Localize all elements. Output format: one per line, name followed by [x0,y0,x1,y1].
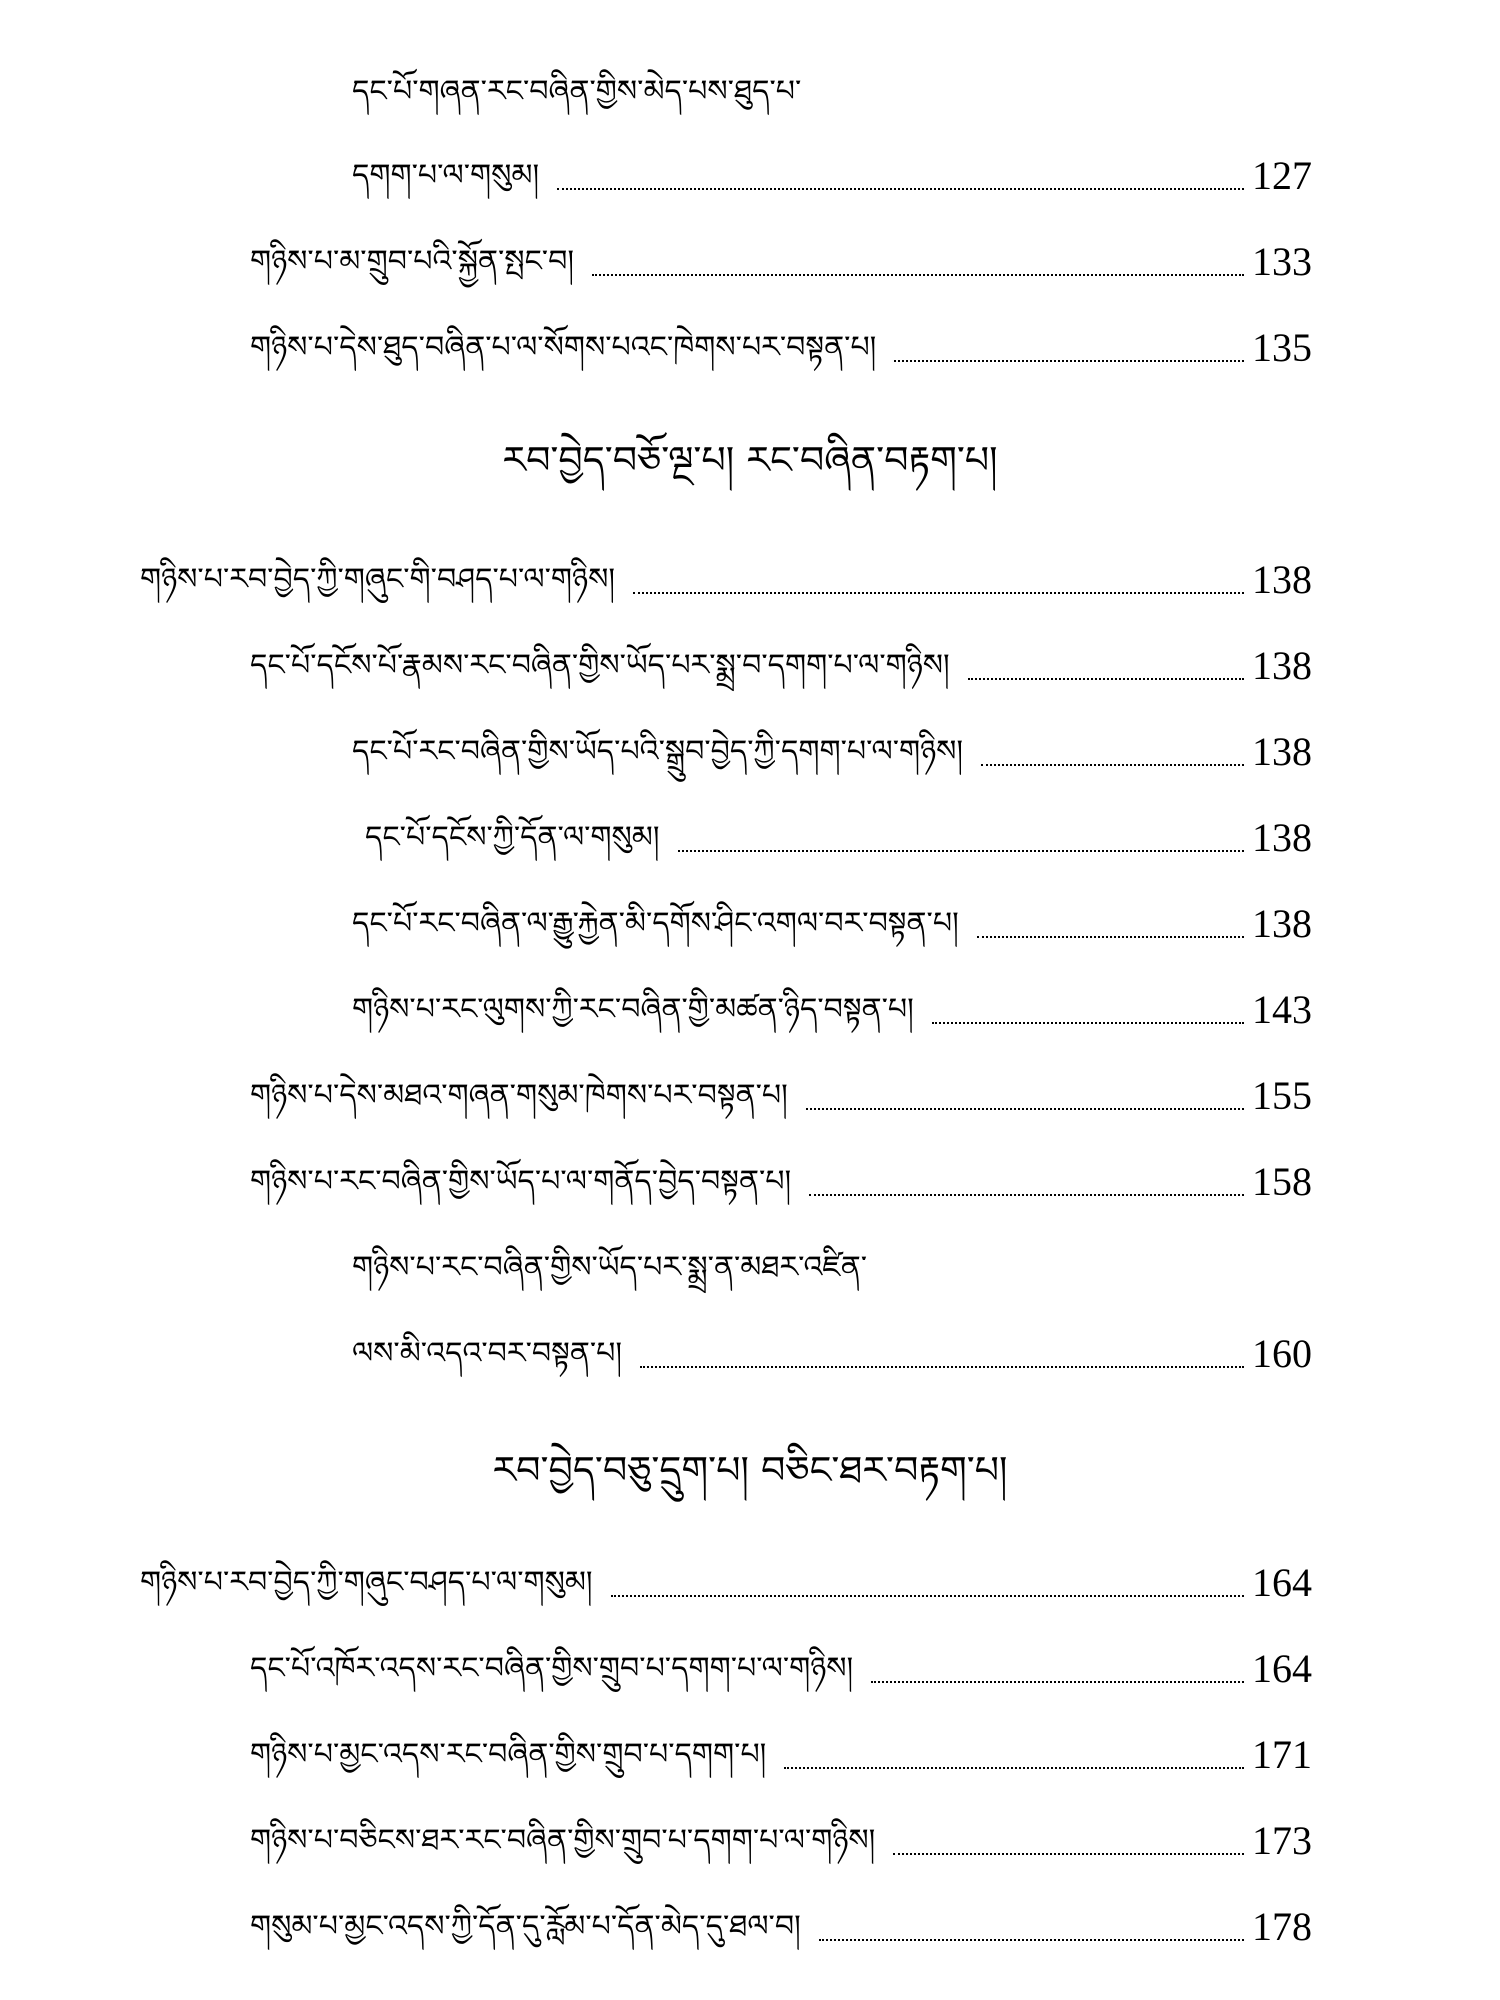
toc-page-number: 135 [1252,325,1312,370]
toc-entry-title: གཉིས་པ་རབ་བྱེད་ཀྱི་གཞུང་གི་བཤད་པ་ལ་གཉིས། [140,562,615,597]
dot-leader [557,188,1244,190]
toc-entry [250,636,1312,696]
toc-page-number: 138 [1252,901,1312,946]
toc-page-number: 138 [1252,729,1312,774]
toc-entry [352,146,1312,206]
toc-page-number: 158 [1252,1159,1312,1204]
toc-entry-title: དང་པོ་རང་བཞིན་གྱིས་ཡོད་པའི་སྒྲུབ་བྱེད་ཀྱི་དགག་པ་ལ་གཉིས། [352,734,964,769]
dot-leader [981,764,1244,766]
toc-entry-title: གཉིས་པ་མ་གྲུབ་པའི་སྐྱོན་སྤང་བ། [250,244,574,279]
toc-entry [352,1324,1312,1384]
dot-leader [819,1939,1244,1941]
toc-entry-title: དང་པོ་འཁོར་འདས་རང་བཞིན་གྱིས་གྲུབ་པ་དགག་པ་ལ་གཉིས། [250,1651,854,1686]
toc-page-number: 164 [1252,1646,1312,1691]
toc-entry-title: དང་པོ་རང་བཞིན་ལ་རྒྱུ་རྐྱེན་མི་དགོས་ཤིང་འགལ་བར་བསྟན་པ། [352,906,959,941]
dot-leader [806,1108,1244,1110]
dot-leader [894,360,1244,362]
toc-page-number: 178 [1252,1904,1312,1949]
toc-entry [250,1897,1312,1957]
toc-entry [250,1066,1312,1126]
dot-leader [977,936,1244,938]
dot-leader [784,1767,1244,1769]
chapter-heading: རབ་བྱེད་བཅོ་ལྔ་པ། རང་བཞིན་བརྟག་པ། [502,438,998,482]
chapter-heading: རབ་བྱེད་བཅུ་དྲུག་པ། བཅིང་ཐར་བརྟག་པ། [492,1448,1008,1492]
toc-entry-title: གཉིས་པ་རབ་བྱེད་ཀྱི་གཞུང་བཤད་པ་ལ་གསུམ། [140,1565,593,1600]
toc-entry [140,550,1312,610]
toc-entry [352,980,1312,1040]
toc-entry-title: ལས་མི་འདའ་བར་བསྟན་པ། [352,1336,623,1371]
toc-entry [250,1811,1312,1871]
toc-page-number: 164 [1252,1560,1312,1605]
toc-entry-title: གསུམ་པ་མྱང་འདས་ཀྱི་དོན་དུ་རློམ་པ་དོན་མེད་དུ་ཐལ་བ། [250,1909,801,1944]
dot-leader [678,850,1244,852]
toc-entry [250,232,1312,292]
toc-entry-title: གཉིས་པ་དེས་མཐའ་གཞན་གསུམ་ཁེགས་པར་བསྟན་པ། [250,1078,788,1113]
dot-leader [611,1595,1244,1597]
toc-entry [250,1639,1312,1699]
toc-entry-title: དང་པོ་དངོས་པོ་རྣམས་རང་བཞིན་གྱིས་ཡོད་པར་སྨྲ་བ་དགག་པ་ལ་གཉིས། [250,648,950,683]
dot-leader [640,1366,1244,1368]
toc-entry-title: གཉིས་པ་མྱང་འདས་རང་བཞིན་གྱིས་གྲུབ་པ་དགག་པ། [250,1737,767,1772]
toc-entry [140,1553,1312,1613]
toc-page-number: 138 [1252,557,1312,602]
toc-entry-title: གཉིས་པ་དེས་ཐུད་བཞིན་པ་ལ་སོགས་པའང་ཁེགས་པར་བསྟན་པ། [250,330,877,365]
toc-entry-line1: དང་པོ་གཞན་རང་བཞིན་གྱིས་མེད་པས་ཐུད་པ་ [352,74,802,109]
dot-leader [592,274,1244,276]
toc-entry [250,1725,1312,1785]
dot-leader [893,1853,1244,1855]
dot-leader [932,1022,1244,1024]
dot-leader [633,592,1244,594]
dot-leader [809,1194,1244,1196]
toc-page-number: 155 [1252,1073,1312,1118]
toc-entry-title: དང་པོ་དངོས་ཀྱི་དོན་ལ་གསུམ། [365,820,660,855]
toc-page-number: 138 [1252,643,1312,688]
toc-entry [365,808,1312,868]
toc-page-number: 171 [1252,1732,1312,1777]
dot-leader [871,1681,1244,1683]
toc-entry-title: གཉིས་པ་བཅིངས་ཐར་རང་བཞིན་གྱིས་གྲུབ་པ་དགག་པ་ལ་གཉིས། [250,1823,876,1858]
toc-entry [352,722,1312,782]
toc-page-number: 143 [1252,987,1312,1032]
toc-page-number: 138 [1252,815,1312,860]
toc-page-number: 160 [1252,1331,1312,1376]
toc-entry-title: གཉིས་པ་རང་བཞིན་གྱིས་ཡོད་པ་ལ་གནོད་བྱེད་བསྟན་པ། [250,1164,792,1199]
toc-entry [250,1152,1312,1212]
toc-page-number: 133 [1252,239,1312,284]
toc-entry-line1: གཉིས་པ་རང་བཞིན་གྱིས་ཡོད་པར་སྨྲ་ན་མཐར་འཛིན་ [352,1250,868,1285]
toc-entry [352,894,1312,954]
toc-entry [250,318,1312,378]
toc-entry-title: གཉིས་པ་རང་ལུགས་ཀྱི་རང་བཞིན་གྱི་མཚན་ཉིད་བསྟན་པ། [352,992,914,1027]
toc-page-number: 127 [1252,153,1312,198]
toc-entry-title: དགག་པ་ལ་གསུམ། [352,158,540,193]
dot-leader [968,678,1244,680]
toc-page-number: 173 [1252,1818,1312,1863]
